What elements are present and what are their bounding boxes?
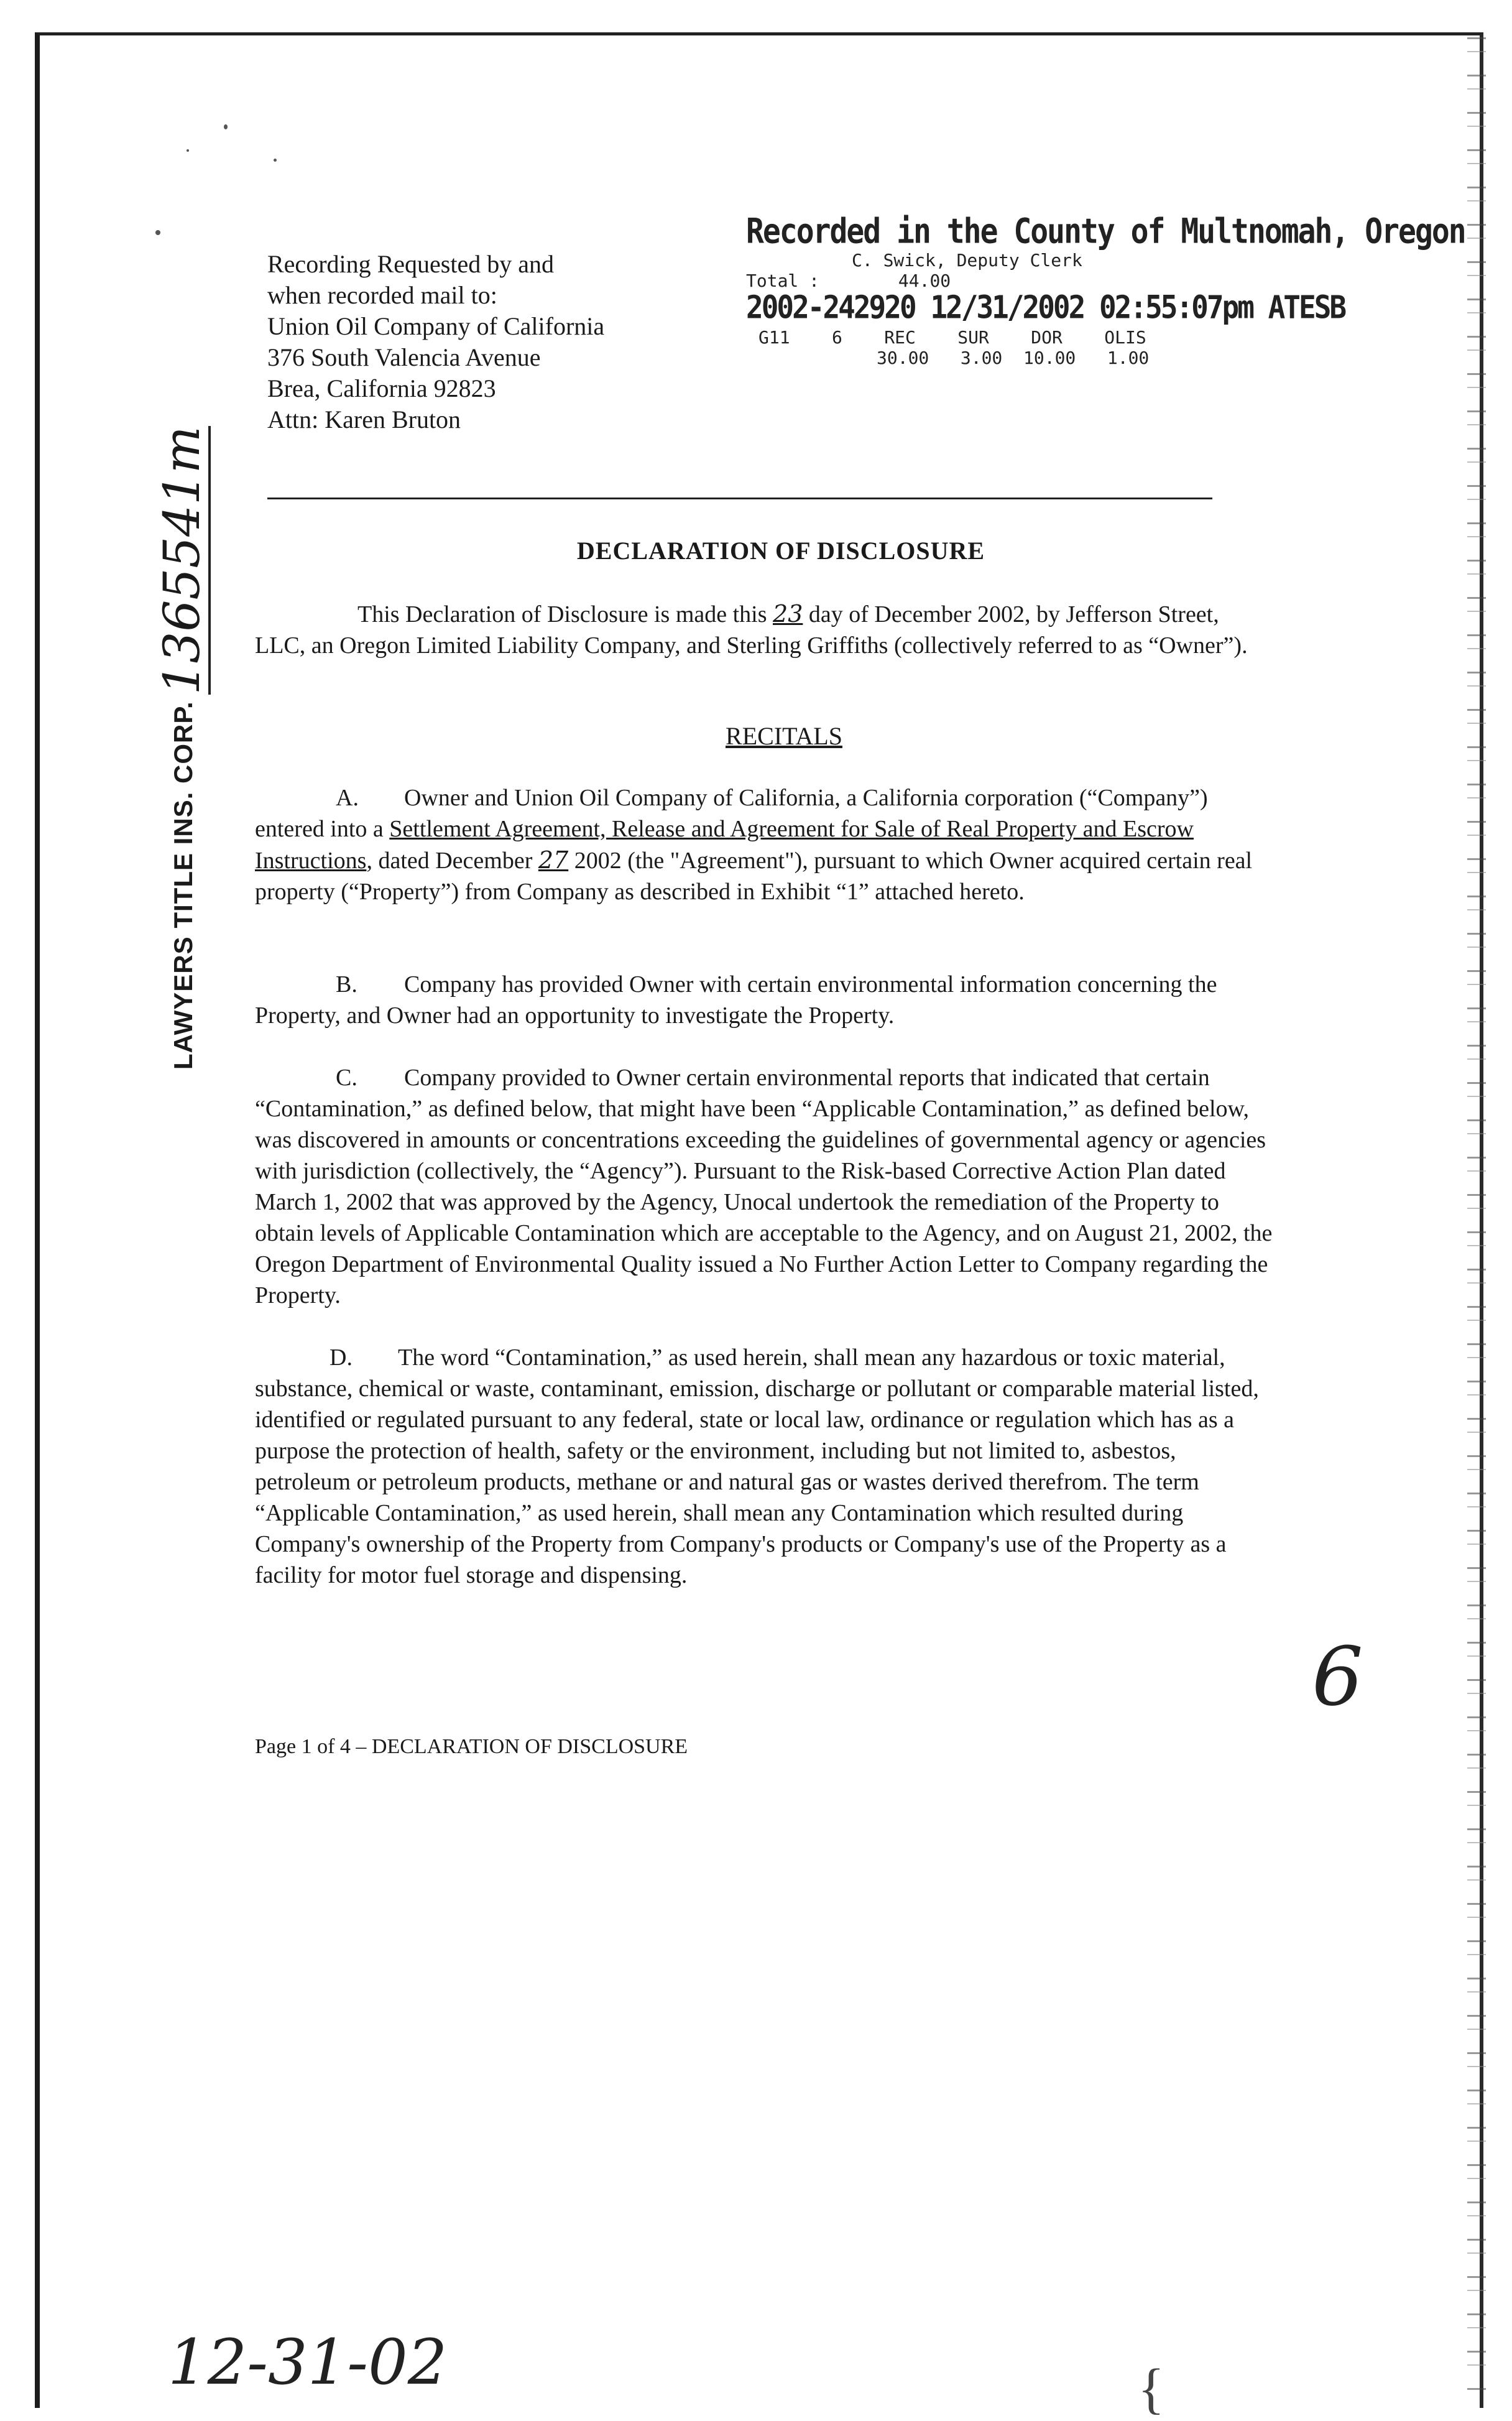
recital-a-text-1: Owner and Union Oil Company of California, a California corporation (“Company”) entered into a	[255, 785, 1208, 842]
scan-speck	[274, 159, 277, 162]
recital-c	[255, 1062, 1275, 1311]
recital-c-letter: C.	[336, 1065, 357, 1091]
recording-line: 376 South Valencia Avenue	[267, 343, 541, 371]
recital-a-handwritten-date: 27	[538, 846, 569, 874]
recording-line: Brea, California 92823	[267, 374, 496, 402]
stamp-county: Recorded in the County of Multnomah, Oregon	[746, 211, 1465, 252]
title-company-side-stamp	[149, 426, 218, 1070]
stamp-document-number: 2002-242920 12/31/2002 02:55:07pm ATESB	[746, 289, 1345, 326]
recital-b-letter: B.	[336, 971, 357, 998]
stamp-fee-amounts: 30.00 3.00 10.00 1.00	[877, 348, 1150, 368]
recital-a	[255, 782, 1275, 907]
document-title	[0, 536, 1512, 565]
document-title-text: DECLARATION OF DISCLOSURE	[576, 537, 985, 565]
stamp-clerk: C. Swick, Deputy Clerk	[852, 250, 1082, 271]
scan-speck	[187, 149, 189, 152]
side-stamp-handwritten-number: 1365541m	[153, 426, 211, 695]
recital-d	[255, 1342, 1275, 1591]
recital-a-letter: A.	[336, 785, 359, 811]
scan-speck	[224, 124, 228, 129]
intro-handwritten-day: 23	[773, 600, 803, 627]
intro-after-day: day of December 2002, by Jefferson Street, LLC, an Oregon Limited Liability Company, and Sterling Griffiths (collectively referred to as “Owner”).	[255, 601, 1248, 659]
intro-before-day: This Declaration of Disclosure is made this	[357, 601, 767, 627]
recording-line: Attn: Karen Bruton	[267, 405, 461, 433]
scan-speck	[155, 230, 160, 235]
scan-edge-noise	[1467, 37, 1486, 2400]
recitals-heading-text: RECITALS	[726, 722, 842, 750]
recital-a-agreement-title: Settlement Agreement, Release and Agreement for Sale of Real Property and Escrow Instructions	[255, 816, 1194, 874]
stamp-total-label: Total :	[746, 271, 820, 291]
handwritten-page-number: 6	[1312, 1629, 1363, 1724]
county-recording-stamp	[746, 211, 1465, 368]
recording-line: when recorded mail to:	[267, 281, 497, 309]
page-footer: Page 1 of 4 – DECLARATION OF DISCLOSURE	[255, 1735, 688, 1758]
recording-line: Union Oil Company of California	[267, 312, 605, 340]
recording-line: Recording Requested by and	[267, 250, 554, 278]
recording-requested-block	[267, 249, 604, 435]
recital-b-text: Company has provided Owner with certain environmental information concerning the Property, and Owner had an opportunity to investigate the Property.	[255, 971, 1217, 1029]
recital-b	[255, 969, 1275, 1031]
recital-d-text: The word “Contamination,” as used herein, shall mean any hazardous or toxic material, substance, chemical or waste, contaminant, emission, discharge or pollutant or comparable material listed, identified or regulated pursuant to any federal, state or local law, ordinance or regulation which has as a purpose the protection of health, safety or the environment, including but not limited to, asbestos, petroleum or petroleum products, methane or and natural gas or wastes derived therefrom. The term “Applicable Contamination,” as used herein, shall mean any Contamination which resulted during Company's ownership of the Property from Company's products or Company's use of the Property as a facility for motor fuel storage and dispensing.	[255, 1345, 1259, 1588]
stamp-fee-codes: G11 6 REC SUR DOR OLIS	[758, 327, 1146, 348]
scan-mark: {	[1138, 2358, 1165, 2420]
side-stamp-corp: LAWYERS TITLE INS. CORP.	[168, 701, 198, 1070]
stamp-total-value: 44.00	[898, 271, 951, 291]
recital-a-text-2: , dated December	[366, 848, 533, 874]
recital-d-letter: D.	[330, 1345, 353, 1371]
recital-c-text: Company provided to Owner certain environmental reports that indicated that certain “Contamination,” as defined below, that might have been “Applicable Contamination,” as defined below, was discovered in amounts or concentrations exceeding the guidelines of governmental agency or agencies with jurisdiction (collectively, the “Agency”). Pursuant to the Risk-based Corrective Action Plan dated March 1, 2002 that was approved by the Agency, Unocal undertook the remediation of the Property to obtain levels of Applicable Contamination which are acceptable to the Agency, and on August 21, 2002, the Oregon Department of Environmental Quality issued a No Further Action Letter to Company regarding the Property.	[255, 1065, 1273, 1308]
recitals-heading	[0, 721, 1512, 751]
handwritten-date: 12-31-02	[168, 2326, 448, 2399]
recital-a-text-3: 2002 (the "Agreement"), pursuant to which Owner acquired certain real property (“Property”) from Company as described in Exhibit “1” attached hereto.	[255, 848, 1253, 905]
intro-paragraph	[255, 598, 1275, 661]
header-divider	[267, 498, 1212, 499]
